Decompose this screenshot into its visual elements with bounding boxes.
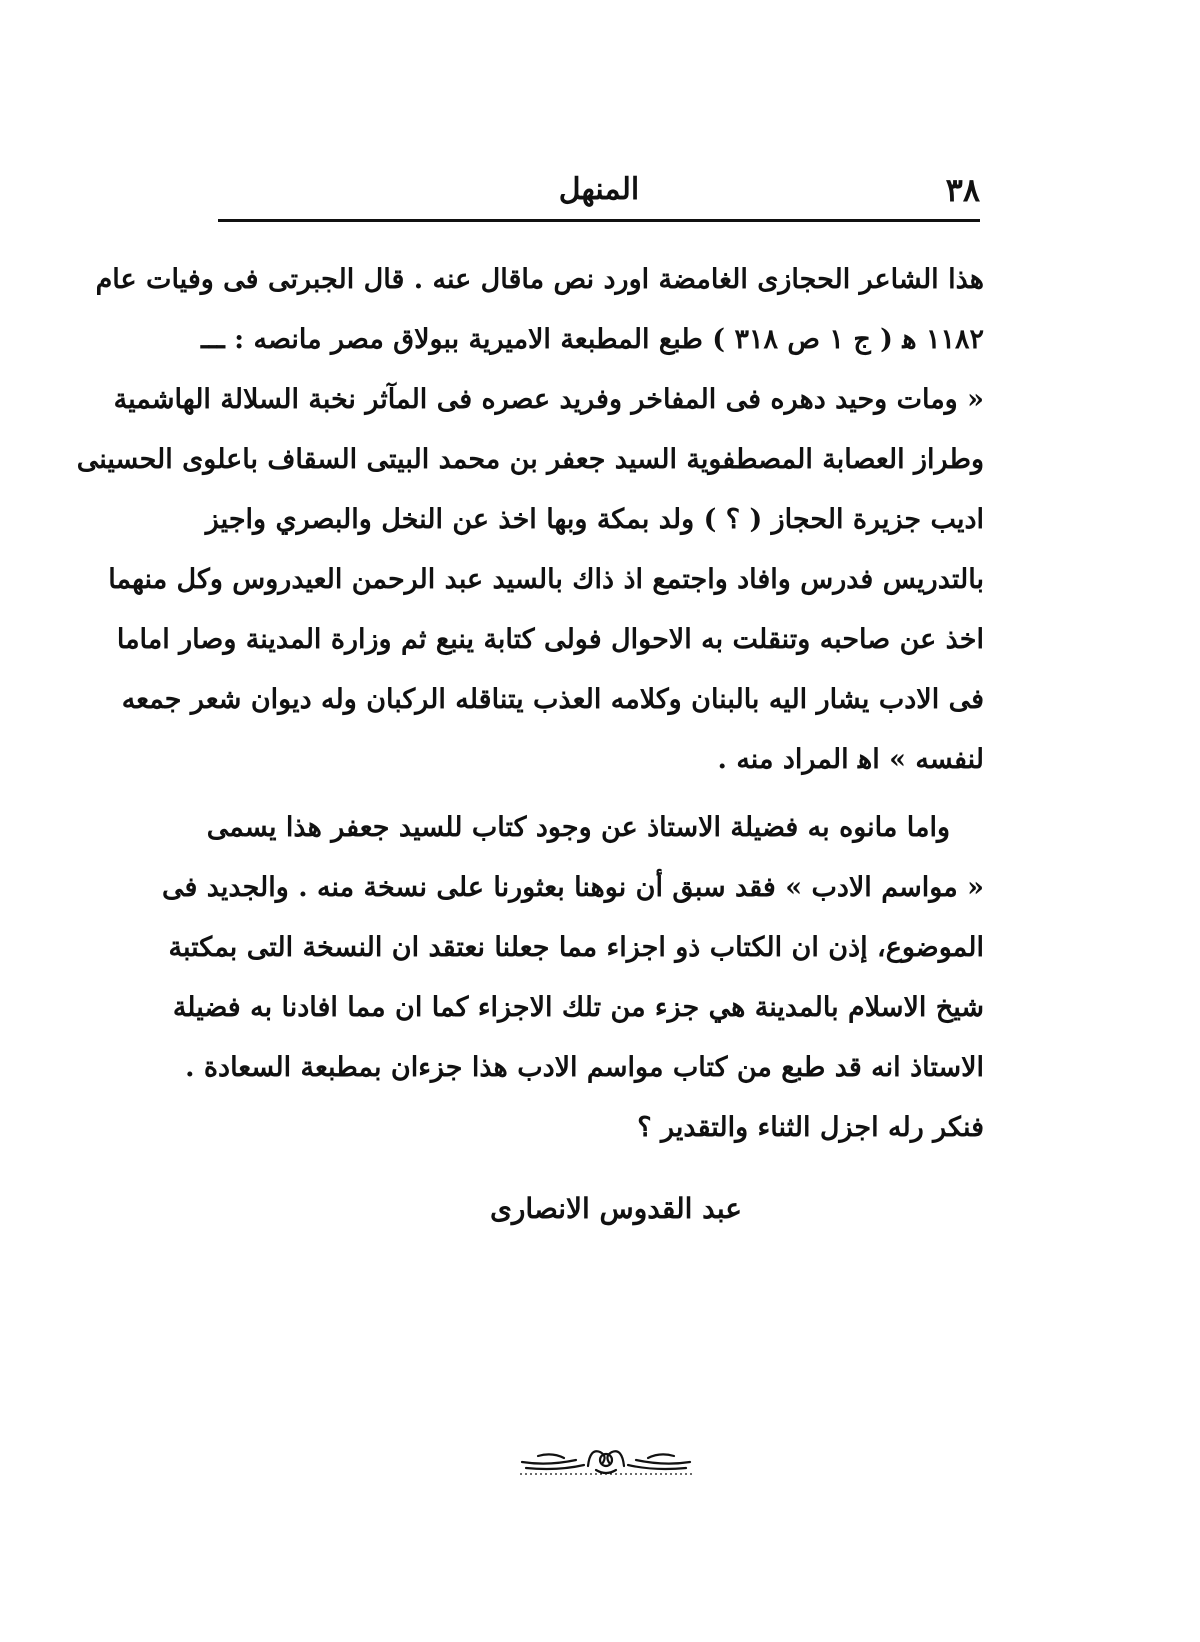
text-line: بالتدريس فدرس وافاد واجتمع اذ ذاك بالسيد عبد الرحمن العيدروس وكل منهما: [108, 564, 984, 595]
page-header: [218, 168, 980, 218]
header-rule: [218, 219, 980, 222]
text-line: فى الادب يشار اليه بالبنان وكلامه العذب يتناقله الركبان وله ديوان شعر جمعه: [121, 684, 984, 715]
end-ornament-icon: [518, 1438, 694, 1478]
paragraph-gap: [214, 790, 984, 798]
author-name: عبد القدوس الانصارى: [489, 1192, 742, 1225]
article-body: [76, 250, 984, 1158]
text-line: اديب جزيرة الحجاز ( ؟ ) ولد بمكة وبها اخذ عن النخل والبصري واجيز: [205, 504, 984, 535]
page-number: ٣٨: [945, 171, 980, 209]
text-line: الاستاذ انه قد طبع من كتاب مواسم الادب هذا جزءان بمطبعة السعادة .: [185, 1052, 984, 1083]
text-line: « مواسم الادب » فقد سبق أن نوهنا بعثورنا على نسخة منه . والجديد فى: [161, 872, 984, 903]
text-line: لنفسه » اﻫ المراد منه .: [717, 744, 984, 775]
text-line: فنكر رله اجزل الثناء والتقدير ؟: [637, 1112, 984, 1143]
text-line: الموضوع، إذن ان الكتاب ذو اجزاء مما جعلنا نعتقد ان النسخة التى بمكتبة: [168, 932, 984, 963]
text-line: شيخ الاسلام بالمدينة هي جزء من تلك الاجزاء كما ان مما افادنا به فضيلة: [172, 992, 984, 1023]
text-line: وطراز العصابة المصطفوية السيد جعفر بن محمد البيتى السقاف باعلوى الحسينى: [76, 444, 984, 475]
author-signature: [214, 1184, 984, 1234]
paragraph-quote-citation: [76, 250, 984, 790]
running-title: المنهل: [558, 172, 640, 207]
paragraph-book-note: [161, 798, 984, 1158]
text-line: اخذ عن صاحبه وتنقلت به الاحوال فولى كتابة ينبع ثم وزارة المدينة وصار اماما: [116, 624, 984, 655]
text-line: « ومات وحيد دهره فى المفاخر وفريد عصره فى المآثر نخبة السلالة الهاشمية: [113, 384, 984, 415]
text-line: ١١٨٢ ﻫ ( ج ١ ص ٣١٨ ) طبع المطبعة الاميرية ببولاق مصر مانصه : ـــ: [201, 324, 984, 355]
text-line: واما مانوه به فضيلة الاستاذ عن وجود كتاب للسيد جعفر هذا يسمى: [206, 812, 950, 843]
text-line: هذا الشاعر الحجازى الغامضة اورد نص ماقال عنه . قال الجبرتى فى وفيات عام: [95, 264, 984, 295]
